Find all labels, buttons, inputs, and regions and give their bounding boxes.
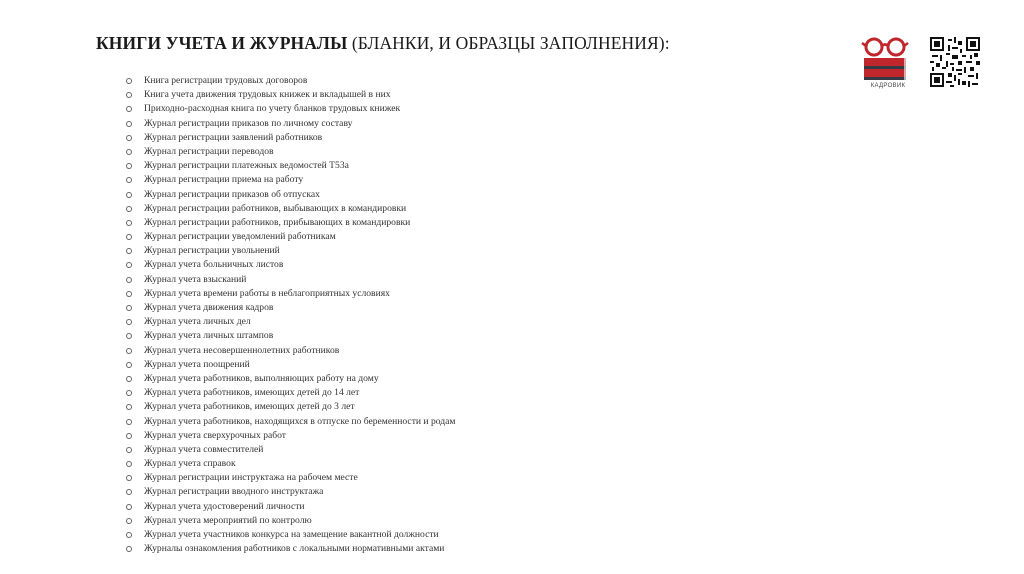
- list-item: [126, 471, 455, 485]
- list-item-text: Журнал учета работников, выполняющих работу на дому: [144, 372, 379, 384]
- list-item: [126, 202, 455, 216]
- list-item-text: Журнал учета мероприятий по контролю: [144, 514, 312, 526]
- list-item: [126, 400, 455, 414]
- list-item: [126, 443, 455, 457]
- list-item-text: Журнал учета работников, находящихся в отпуске по беременности и родам: [144, 415, 456, 427]
- bullet-icon: [126, 234, 132, 240]
- list-item: [126, 500, 455, 514]
- list-item-text: Журнал регистрации работников, выбывающих в командировки: [144, 202, 407, 214]
- list-item-text: Журнал регистрации работников, прибывающих в командировки: [144, 216, 411, 228]
- bullet-icon: [126, 78, 132, 84]
- list-item: [126, 145, 455, 159]
- bullet-icon: [126, 92, 132, 98]
- logo-caption: КАДРОВИК: [870, 83, 906, 89]
- bullet-icon: [126, 518, 132, 524]
- list-item: [126, 131, 455, 145]
- bullet-icon: [126, 106, 132, 112]
- list-item-text: Журнал регистрации приказов об отпусках: [144, 188, 320, 200]
- bullet-icon: [126, 419, 132, 425]
- list-item: [126, 514, 455, 528]
- list-item-text: Журналы ознакомления работников с локальными нормативными актами: [144, 543, 445, 555]
- list-item: [126, 315, 455, 329]
- list-item-text: Журнал учета справок: [144, 458, 236, 470]
- list-item-text: Журнал учета работников, имеющих детей до 3 лет: [144, 401, 355, 413]
- list-item: [126, 372, 455, 386]
- bullet-icon: [126, 177, 132, 183]
- bullet-icon: [126, 447, 132, 453]
- bullet-icon: [126, 362, 132, 368]
- list-item-text: Журнал регистрации инструктажа на рабочем месте: [144, 472, 358, 484]
- list-item-text: Журнал учета удостоверений личности: [144, 500, 305, 512]
- list-item: [126, 329, 455, 343]
- bullet-icon: [126, 376, 132, 382]
- bullet-icon: [126, 163, 132, 169]
- list-item: [126, 344, 455, 358]
- bullet-icon: [126, 404, 132, 410]
- list-item: [126, 457, 455, 471]
- page-title: [96, 33, 670, 54]
- list-item-text: Приходно-расходная книга по учету бланков трудовых книжек: [144, 103, 401, 115]
- bullet-icon: [126, 220, 132, 226]
- bullet-icon: [126, 475, 132, 481]
- bullet-icon: [126, 121, 132, 127]
- list-item-text: Журнал учета времени работы в неблагоприятных условиях: [144, 287, 390, 299]
- bullet-icon: [126, 206, 132, 212]
- list-item: [126, 102, 455, 116]
- list-item-text: Книга учета движения трудовых книжек и вкладышей в них: [144, 89, 391, 101]
- list-item: [126, 216, 455, 230]
- list-item-text: Журнал учета несовершеннолетних работников: [144, 344, 340, 356]
- list-item-text: Журнал учета движения кадров: [144, 302, 274, 313]
- list-item: [126, 429, 455, 443]
- list-item: [126, 159, 455, 173]
- document-list: [126, 74, 455, 556]
- list-item: [126, 287, 455, 301]
- list-item-text: Журнал учета больничных листов: [144, 259, 284, 271]
- list-item-text: Журнал регистрации приема на работу: [144, 174, 304, 186]
- list-item: [126, 173, 455, 187]
- list-item-text: Журнал регистрации приказов по личному составу: [144, 117, 353, 129]
- list-item-text: Журнал регистрации увольнений: [144, 245, 280, 257]
- list-item-text: Книга регистрации трудовых договоров: [144, 75, 308, 86]
- list-item: [126, 244, 455, 258]
- list-item: [126, 117, 455, 131]
- bullet-icon: [126, 489, 132, 495]
- list-item: [126, 301, 455, 315]
- list-item: [126, 273, 455, 287]
- title-normal: (БЛАНКИ, И ОБРАЗЦЫ ЗАПОЛНЕНИЯ):: [347, 33, 670, 53]
- bullet-icon: [126, 277, 132, 283]
- bullet-icon: [126, 135, 132, 141]
- qr-code-icon[interactable]: [930, 37, 980, 87]
- bullet-icon: [126, 305, 132, 311]
- bullet-icon: [126, 319, 132, 325]
- list-item: [126, 258, 455, 272]
- list-item: [126, 230, 455, 244]
- list-item: [126, 74, 455, 88]
- list-item-text: Журнал учета работников, имеющих детей до 14 лет: [144, 387, 360, 399]
- bullet-icon: [126, 532, 132, 538]
- list-item-text: Журнал учета сверхурочных работ: [144, 429, 286, 441]
- bullet-icon: [126, 546, 132, 552]
- list-item-text: Журнал регистрации вводного инструктажа: [144, 486, 324, 498]
- title-bold: КНИГИ УЧЕТА И ЖУРНАЛЫ: [96, 33, 348, 53]
- bullet-icon: [126, 248, 132, 254]
- list-item: [126, 415, 455, 429]
- bullet-icon: [126, 192, 132, 198]
- bullet-icon: [126, 262, 132, 268]
- list-item-text: Журнал учета совместителей: [144, 443, 264, 455]
- list-item: [126, 542, 455, 556]
- list-item-text: Журнал учета поощрений: [144, 358, 250, 370]
- list-item: [126, 485, 455, 499]
- bullet-icon: [126, 433, 132, 439]
- bullet-icon: [126, 390, 132, 396]
- bullet-icon: [126, 291, 132, 297]
- list-item: [126, 188, 455, 202]
- list-item-text: Журнал регистрации платежных ведомостей Т53а: [144, 160, 349, 172]
- list-item: [126, 358, 455, 372]
- bullet-icon: [126, 504, 132, 510]
- list-item: [126, 528, 455, 542]
- list-item-text: Журнал учета личных штампов: [144, 330, 274, 342]
- list-item-text: Журнал регистрации заявлений работников: [144, 131, 323, 143]
- list-item-text: Журнал учета взысканий: [144, 273, 247, 285]
- list-item-text: Журнал регистрации уведомлений работникам: [144, 231, 336, 243]
- bullet-icon: [126, 348, 132, 354]
- list-item: [126, 386, 455, 400]
- list-item-text: Журнал регистрации переводов: [144, 145, 274, 157]
- list-item: [126, 88, 455, 102]
- list-item-text: Журнал учета личных дел: [144, 316, 251, 328]
- bullet-icon: [126, 149, 132, 155]
- bullet-icon: [126, 461, 132, 467]
- list-item-text: Журнал учета участников конкурса на замещение вакантной должности: [144, 529, 439, 540]
- bullet-icon: [126, 333, 132, 339]
